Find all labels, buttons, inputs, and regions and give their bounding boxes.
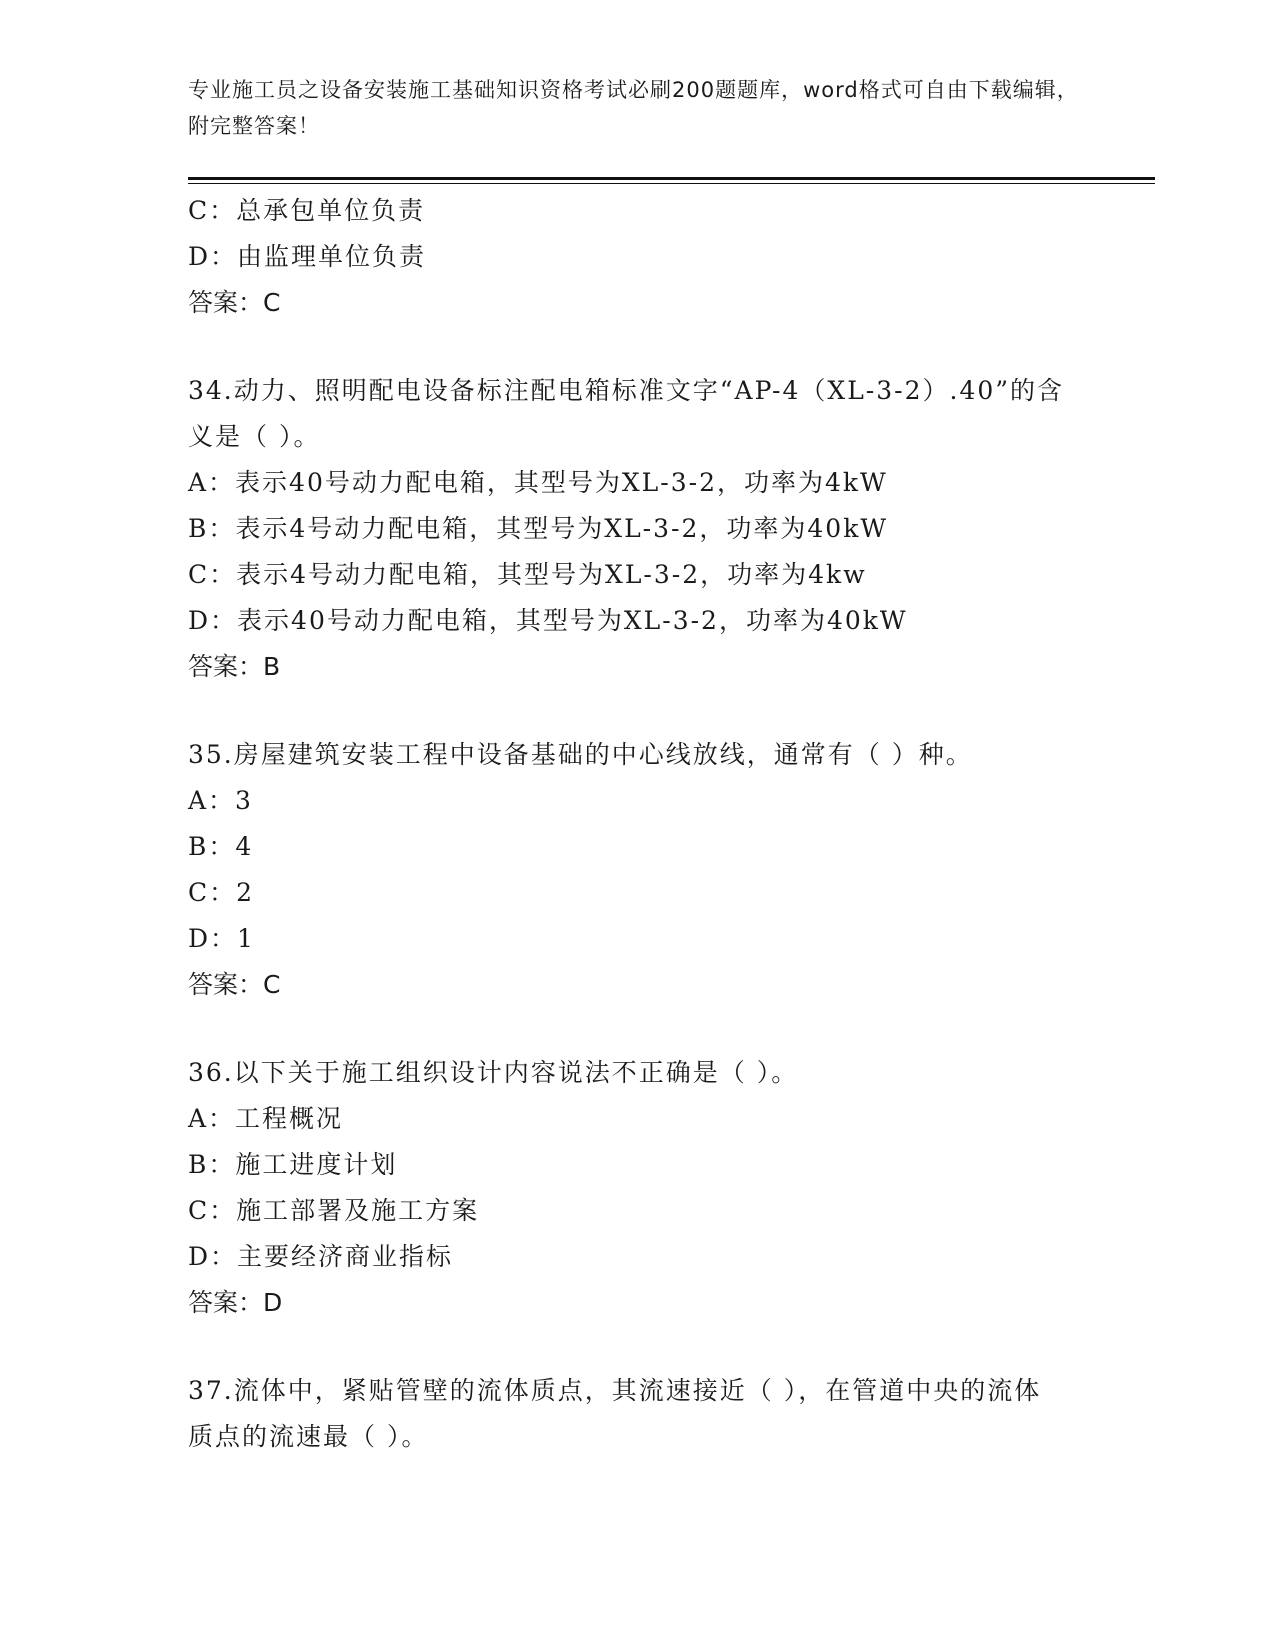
answer: 答案：D	[188, 1288, 283, 1317]
question-stem: 36.以下关于施工组织设计内容说法不正确是（ ）。	[188, 1058, 799, 1087]
header-rule-thick	[188, 177, 1155, 180]
option-a: A：表示40号动力配电箱，其型号为XL-3-2，功率为4kW	[188, 468, 888, 497]
continued-question	[188, 188, 1088, 326]
option-c: C：施工部署及施工方案	[188, 1196, 480, 1225]
answer: 答案：C	[188, 970, 281, 999]
question-36	[188, 1050, 1088, 1326]
option-c: C：总承包单位负责	[188, 196, 426, 225]
document-body	[188, 188, 1088, 1460]
question-stem: 34.动力、照明配电设备标注配电箱标准文字“AP-4（XL-3-2）.40”的含义是（ ）。	[188, 376, 1065, 451]
option-d: D：主要经济商业指标	[188, 1242, 454, 1271]
option-b: B：表示4号动力配电箱，其型号为XL-3-2，功率为40kW	[188, 514, 889, 543]
option-a: A：工程概况	[188, 1104, 344, 1133]
answer: 答案：C	[188, 288, 281, 317]
option-a: A：3	[188, 786, 253, 815]
question-34	[188, 368, 1088, 690]
option-d: D：1	[188, 924, 255, 953]
header-rule-thin	[188, 183, 1155, 184]
option-c: C：表示4号动力配电箱，其型号为XL-3-2，功率为4kw	[188, 560, 867, 589]
option-d: D：表示40号动力配电箱，其型号为XL-3-2，功率为40kW	[188, 606, 908, 635]
option-d: D：由监理单位负责	[188, 242, 427, 271]
option-b: B：4	[188, 832, 254, 861]
question-stem: 37.流体中，紧贴管壁的流体质点，其流速接近（ ），在管道中央的流体质点的流速最（ ）。	[188, 1376, 1042, 1451]
document-header: 专业施工员之设备安装施工基础知识资格考试必刷200题题库，word格式可自由下载编辑，附完整答案！	[188, 78, 1079, 138]
option-c: C：2	[188, 878, 255, 907]
answer: 答案：B	[188, 652, 281, 681]
question-35	[188, 732, 1088, 1008]
question-stem: 35.房屋建筑安装工程中设备基础的中心线放线，通常有（ ）种。	[188, 740, 973, 769]
option-b: B：施工进度计划	[188, 1150, 398, 1179]
question-37	[188, 1368, 1088, 1460]
